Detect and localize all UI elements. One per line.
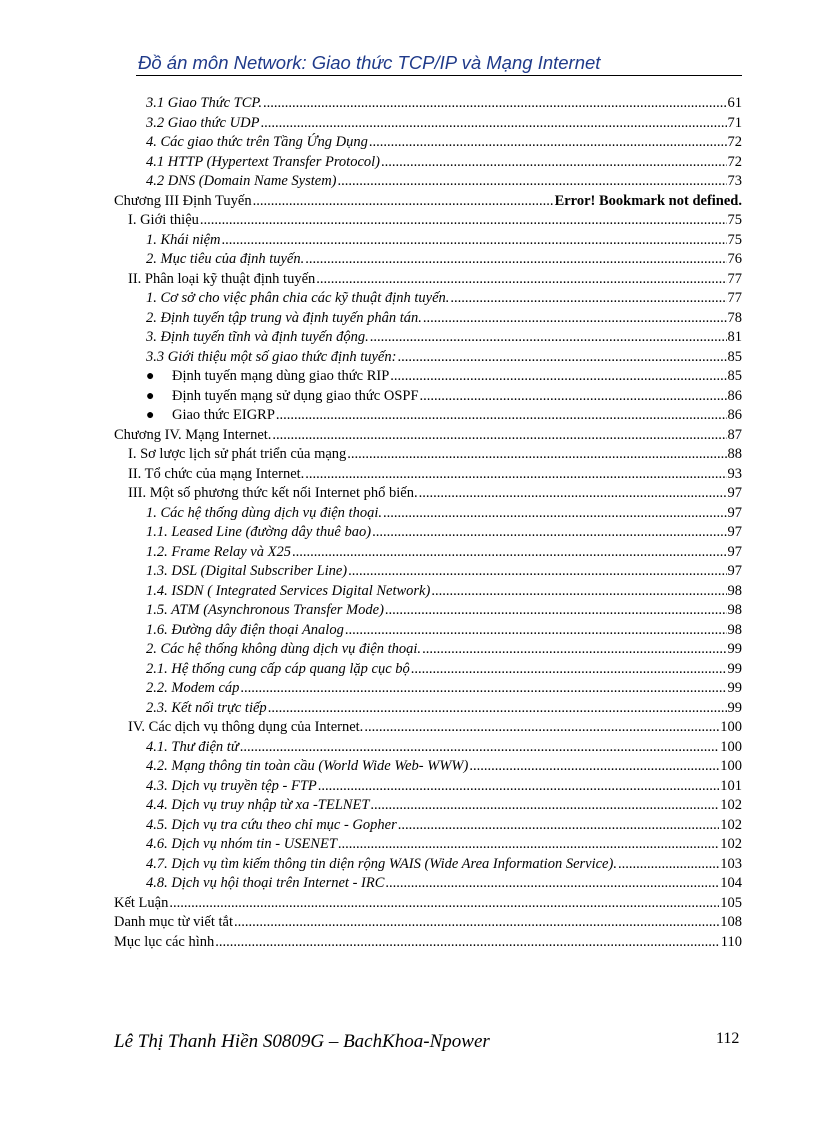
toc-page-number: 97 [727, 563, 742, 579]
toc-page-number: 99 [727, 660, 742, 677]
toc-page-number: 102 [720, 816, 742, 833]
toc-page-number: 77 [727, 290, 742, 306]
toc-entry-title: 1.4. ISDN ( Integrated Services Digital Network) [146, 582, 431, 599]
toc-entry-title: 4.8. Dịch vụ hội thoại trên Internet - IRC [146, 875, 385, 891]
toc-entry-title: Định tuyến mạng sử dụng giao thức OSPF [172, 387, 419, 404]
toc-dot-leader [292, 543, 727, 563]
toc-dot-leader [272, 426, 726, 446]
toc-entry[interactable] [0, 543, 742, 563]
toc-page-number: 87 [727, 426, 742, 443]
bullet-icon: ● [146, 408, 155, 423]
toc-dot-leader [618, 855, 719, 875]
toc-entry[interactable] [0, 796, 742, 816]
toc-page-number: 99 [727, 680, 742, 696]
toc-entry[interactable] [0, 835, 742, 855]
toc-entry[interactable] [0, 94, 742, 114]
toc-page-number: 86 [727, 407, 742, 423]
toc-page-number: 76 [727, 251, 742, 267]
toc-dot-leader [276, 406, 727, 426]
toc-entry-title: 2. Định tuyến tập trung và định tuyến phân tán. [146, 309, 422, 326]
toc-entry-title: 3.1 Giao Thức TCP. [146, 95, 263, 111]
toc-entry-title: 2.3. Kết nối trực tiếp [146, 699, 267, 716]
toc-entry[interactable] [0, 367, 742, 387]
toc-entry[interactable] [0, 387, 742, 407]
toc-entry[interactable] [0, 211, 742, 231]
toc-dot-leader [372, 523, 726, 543]
toc-entry-title: 4.1. Thư điện tử [146, 738, 239, 755]
toc-dot-leader [370, 328, 727, 348]
toc-page-number: 98 [727, 621, 742, 638]
toc-entry[interactable] [0, 504, 742, 524]
toc-page-number: 100 [720, 738, 742, 755]
toc-entry-title: III. Một số phương thức kết nối Internet phổ biến. [128, 485, 418, 501]
toc-dot-leader [263, 94, 726, 114]
toc-dot-leader [348, 562, 726, 582]
toc-page-number: 71 [727, 114, 742, 131]
toc-entry-title: Chương III Định Tuyến [114, 192, 252, 209]
toc-entry-title: Chương IV. Mạng Internet. [114, 426, 272, 443]
page-header-title: Đồ án môn Network: Giao thức TCP/IP và Mạng Internet [138, 52, 601, 73]
toc-page-number: 104 [720, 875, 742, 891]
toc-entry[interactable] [0, 289, 742, 309]
toc-entry-title: Mục lục các hình [114, 933, 215, 950]
toc-dot-leader [381, 153, 726, 173]
toc-entry-title: Định tuyến mạng dùng giao thức RIP [172, 368, 390, 384]
toc-entry[interactable] [0, 874, 742, 894]
toc-entry[interactable] [0, 192, 742, 212]
toc-entry-title: 4.4. Dịch vụ truy nhập từ xa -TELNET [146, 797, 370, 813]
toc-dot-leader [385, 601, 727, 621]
toc-page-number: 77 [727, 270, 742, 287]
toc-entry[interactable] [0, 465, 742, 485]
toc-entry-title: Danh mục từ viết tắt [114, 914, 233, 930]
toc-dot-leader [338, 172, 727, 192]
toc-page-number: 75 [727, 231, 742, 248]
toc-entry[interactable] [0, 757, 742, 777]
toc-entry[interactable] [0, 153, 742, 173]
toc-entry[interactable] [0, 738, 742, 758]
footer-author: Lê Thị Thanh Hiền S0809G – BachKhoa-Npower [114, 1031, 490, 1052]
toc-entry-title: 4.7. Dịch vụ tìm kiếm thông tin diện rộng WAIS (Wide Area Information Service). [146, 855, 617, 872]
toc-entry[interactable] [0, 913, 742, 933]
toc-dot-leader [431, 582, 726, 602]
toc-entry-title: I. Giới thiệu [128, 212, 199, 228]
toc-dot-leader [240, 738, 720, 758]
toc-entry-title: 3. Định tuyến tĩnh và định tuyến động. [146, 329, 369, 345]
toc-entry-title: 1.5. ATM (Asynchronous Transfer Mode) [146, 602, 384, 618]
toc-error-message: Error! Bookmark not defined. [554, 192, 742, 209]
toc-entry[interactable] [0, 445, 742, 465]
toc-page-number: 100 [720, 758, 742, 774]
toc-entry-title: 4. Các giao thức trên Tầng Ứng Dụng [146, 134, 368, 150]
toc-page-number: 85 [727, 368, 742, 384]
toc-page-number: 75 [727, 212, 742, 228]
toc-dot-leader [383, 504, 727, 524]
toc-dot-leader [234, 913, 719, 933]
toc-entry-title: 4.3. Dịch vụ truyền tệp - FTP [146, 777, 317, 794]
toc-entry-title: 1. Cơ sở cho việc phân chia các kỹ thuật định tuyến. [146, 290, 450, 306]
toc-entry[interactable] [0, 660, 742, 680]
toc-dot-leader [318, 777, 720, 797]
toc-entry[interactable] [0, 484, 742, 504]
toc-entry-title: 2. Các hệ thống không dùng dịch vụ điện thoại. [146, 641, 422, 657]
toc-page-number: 103 [720, 855, 742, 872]
bullet-icon: ● [146, 388, 155, 404]
toc-dot-leader [423, 309, 727, 329]
toc-page-number: 100 [720, 719, 742, 735]
toc-dot-leader [215, 933, 720, 953]
toc-dot-leader [385, 874, 719, 894]
toc-dot-leader [420, 387, 727, 407]
toc-page-number: 81 [727, 329, 742, 345]
toc-entry[interactable] [0, 348, 742, 368]
toc-entry[interactable] [0, 855, 742, 875]
toc-entry-title: 1.6. Đường dây điện thoại Analog [146, 621, 344, 638]
toc-page-number: 97 [727, 485, 742, 501]
toc-page-number: 61 [727, 95, 742, 111]
toc-page-number: 101 [720, 777, 742, 794]
toc-entry[interactable] [0, 406, 742, 426]
toc-entry[interactable] [0, 640, 742, 660]
toc-entry-title: 2. Mục tiêu của định tuyến. [146, 251, 305, 267]
toc-entry-title: 4.1 HTTP (Hypertext Transfer Protocol) [146, 153, 381, 170]
toc-dot-leader [347, 445, 726, 465]
toc-page-number: 86 [727, 387, 742, 404]
toc-page-number: 93 [727, 465, 742, 482]
toc-entry[interactable] [0, 718, 742, 738]
toc-dot-leader [469, 757, 719, 777]
toc-dot-leader [419, 484, 727, 504]
toc-entry-title: IV. Các dịch vụ thông dụng của Internet. [128, 719, 364, 735]
table-of-contents [0, 94, 816, 952]
toc-entry-title: 1. Các hệ thống dùng dịch vụ điện thoại. [146, 504, 382, 521]
toc-entry[interactable] [0, 816, 742, 836]
toc-dot-leader [364, 718, 719, 738]
toc-page-number: 72 [727, 134, 742, 150]
toc-page-number: 99 [727, 699, 742, 716]
toc-dot-leader [222, 231, 727, 251]
toc-entry[interactable] [0, 309, 742, 329]
toc-dot-leader [240, 679, 726, 699]
toc-entry-title: 1.3. DSL (Digital Subscriber Line) [146, 563, 348, 579]
toc-page-number: 102 [720, 797, 742, 813]
toc-page-number: 78 [727, 309, 742, 326]
toc-dot-leader [305, 250, 726, 270]
toc-entry[interactable] [0, 601, 742, 621]
toc-dot-leader [260, 114, 726, 134]
toc-dot-leader [253, 192, 554, 212]
toc-page-number: 97 [727, 524, 742, 540]
toc-dot-leader [345, 621, 727, 641]
toc-entry-title: 1. Khái niệm [146, 231, 221, 248]
toc-dot-leader [397, 348, 726, 368]
toc-entry-title: 1.1. Leased Line (đường dây thuê bao) [146, 524, 372, 540]
toc-dot-leader [398, 816, 720, 836]
toc-entry[interactable] [0, 894, 742, 914]
toc-entry[interactable] [0, 172, 742, 192]
toc-entry-title: II. Tổ chức của mạng Internet. [128, 465, 305, 482]
toc-page-number: 102 [720, 836, 742, 852]
toc-entry[interactable] [0, 231, 742, 251]
toc-entry-title: 4.6. Dịch vụ nhóm tin - USENET [146, 836, 337, 852]
toc-entry[interactable] [0, 582, 742, 602]
toc-entry[interactable] [0, 270, 742, 290]
toc-entry[interactable] [0, 621, 742, 641]
toc-page-number: 105 [720, 894, 742, 911]
toc-entry-title: 1.2. Frame Relay và X25 [146, 543, 291, 560]
toc-entry-title: 4.2 DNS (Domain Name System) [146, 173, 337, 189]
toc-entry-title: I. Sơ lược lịch sử phát triển của mạng [128, 446, 347, 462]
toc-dot-leader [200, 211, 727, 231]
toc-entry[interactable] [0, 426, 742, 446]
toc-entry-title: 2.2. Modem cáp [146, 680, 240, 696]
toc-entry[interactable] [0, 562, 742, 582]
toc-entry-title: 3.3 Giới thiệu một số giao thức định tuyến: [146, 348, 397, 365]
toc-page-number: 98 [727, 602, 742, 618]
toc-page-number: 88 [727, 446, 742, 462]
toc-dot-leader [450, 289, 726, 309]
toc-entry[interactable] [0, 777, 742, 797]
toc-dot-leader [316, 270, 726, 290]
toc-dot-leader [268, 699, 727, 719]
toc-dot-leader [338, 835, 719, 855]
toc-entry[interactable] [0, 523, 742, 543]
toc-entry[interactable] [0, 250, 742, 270]
toc-entry[interactable] [0, 328, 742, 348]
toc-entry-title: 3.2 Giao thức UDP [146, 114, 260, 131]
toc-page-number: 108 [720, 914, 742, 930]
toc-entry[interactable] [0, 933, 742, 953]
footer-page-number: 112 [716, 1030, 740, 1047]
toc-dot-leader [370, 796, 719, 816]
toc-entry-title: II. Phân loại kỹ thuật định tuyến [128, 270, 316, 287]
toc-dot-leader [411, 660, 727, 680]
toc-page-number: 98 [727, 582, 742, 599]
toc-entry-title: 4.2. Mạng thông tin toàn cầu (World Wide Web- WWW) [146, 758, 469, 774]
toc-page-number: 97 [727, 543, 742, 560]
toc-entry-title: Kết Luận [114, 894, 169, 911]
toc-dot-leader [422, 640, 726, 660]
header-divider [136, 75, 742, 76]
toc-entry[interactable] [0, 114, 742, 134]
toc-entry-title: Giao thức EIGRP [172, 407, 275, 423]
bullet-icon: ● [146, 369, 155, 384]
toc-page-number: 72 [727, 153, 742, 170]
toc-page-number: 97 [727, 504, 742, 521]
toc-page-number: 73 [727, 173, 742, 189]
toc-page-number: 85 [727, 348, 742, 365]
toc-page-number: 99 [727, 641, 742, 657]
toc-entry[interactable] [0, 133, 742, 153]
toc-page-number: 110 [720, 933, 742, 950]
toc-entry-title: 2.1. Hệ thống cung cấp cáp quang lặp cục bộ [146, 660, 410, 677]
toc-dot-leader [390, 367, 726, 387]
toc-dot-leader [169, 894, 719, 914]
toc-dot-leader [305, 465, 726, 485]
toc-entry[interactable] [0, 679, 742, 699]
toc-entry-title: 4.5. Dịch vụ tra cứu theo chỉ mục - Gopher [146, 816, 397, 833]
toc-entry[interactable] [0, 699, 742, 719]
toc-dot-leader [369, 133, 727, 153]
